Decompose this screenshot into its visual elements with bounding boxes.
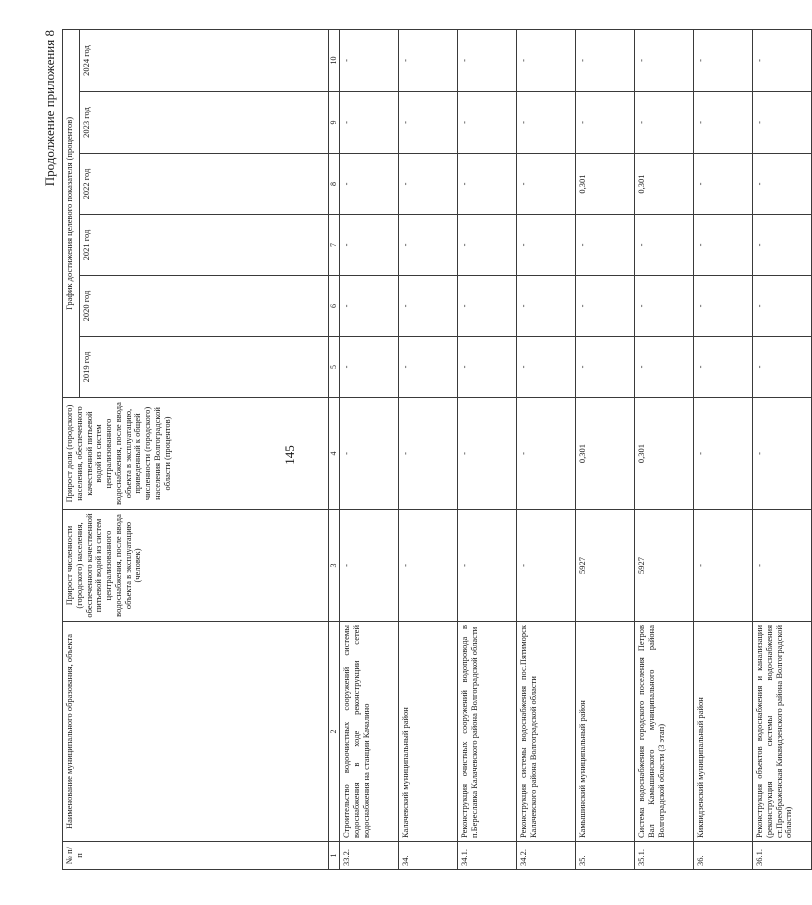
row-name: Реконструкция объектов водоснабжения и канализации (реконструкция системы водоснабжения ст.Преображенская Киквидзенского района Волгоградской области)	[753, 622, 812, 842]
table-row	[458, 29, 517, 869]
table-row	[753, 29, 812, 869]
header-year-2020: 2020 год	[80, 276, 329, 337]
row-population: -	[399, 510, 458, 622]
column-number: 6	[329, 276, 340, 337]
row-number: 33.2.	[340, 842, 399, 870]
row-2022: -	[517, 154, 576, 215]
row-2020: -	[517, 276, 576, 337]
row-2024: -	[753, 29, 812, 91]
row-2020: -	[753, 276, 812, 337]
row-2021: -	[340, 215, 399, 276]
row-2023: -	[399, 92, 458, 154]
row-2023: -	[340, 92, 399, 154]
row-share: -	[458, 398, 517, 510]
row-2022: 0,301	[576, 154, 635, 215]
row-2021: -	[635, 215, 694, 276]
row-share: -	[340, 398, 399, 510]
row-2024: -	[635, 29, 694, 91]
row-2020: -	[635, 276, 694, 337]
row-2019: -	[399, 337, 458, 398]
table-row	[635, 29, 694, 869]
header-year-2021: 2021 год	[80, 215, 329, 276]
row-share: 0,301	[635, 398, 694, 510]
row-name: Камышинский муниципальный район	[576, 622, 635, 842]
row-2023: -	[694, 92, 753, 154]
header-schedule: График достижения целевого показателя (процентов)	[63, 29, 80, 397]
row-name: Киквидзенский муниципальный район	[694, 622, 753, 842]
row-2021: -	[694, 215, 753, 276]
row-population: -	[517, 510, 576, 622]
column-number: 4	[329, 398, 340, 510]
row-population: 5927	[576, 510, 635, 622]
row-name: Система водоснабжения городского поселения Петров Вал Камышинского муниципального района Волгоградской области (3 этап)	[635, 622, 694, 842]
row-population: -	[458, 510, 517, 622]
row-number: 34.	[399, 842, 458, 870]
column-number: 5	[329, 337, 340, 398]
row-2019: -	[753, 337, 812, 398]
row-number: 34.2.	[517, 842, 576, 870]
row-2022: -	[753, 154, 812, 215]
row-2021: -	[399, 215, 458, 276]
row-2023: -	[576, 92, 635, 154]
row-2023: -	[635, 92, 694, 154]
row-share: -	[753, 398, 812, 510]
row-2019: -	[340, 337, 399, 398]
table-row	[399, 29, 458, 869]
row-population: -	[340, 510, 399, 622]
row-2019: -	[635, 337, 694, 398]
row-2021: -	[576, 215, 635, 276]
row-name: Реконструкция очистных сооружений водопровода в п.Береславка Калачевского района Волгоградской области	[458, 622, 517, 842]
column-number: 1	[329, 842, 340, 870]
row-population: -	[753, 510, 812, 622]
document-subtitle: Продолжение приложения 8	[42, 30, 57, 187]
header-population: Прирост численности (городского) населения, обеспеченного качественной питьевой водой из систем централизованного водоснабжения, после ввода объекта в эксплуатацию (человек)	[63, 510, 329, 622]
row-2024: -	[694, 29, 753, 91]
table-row	[517, 29, 576, 869]
column-number: 7	[329, 215, 340, 276]
row-2024: -	[576, 29, 635, 91]
row-2022: 0,301	[635, 154, 694, 215]
row-2020: -	[399, 276, 458, 337]
header-year-2023: 2023 год	[80, 92, 329, 154]
row-2022: -	[694, 154, 753, 215]
row-name: Калачевский муниципальный район	[399, 622, 458, 842]
row-share: -	[517, 398, 576, 510]
row-population: 5927	[635, 510, 694, 622]
table-row	[340, 29, 399, 869]
table-row	[694, 29, 753, 869]
row-2020: -	[458, 276, 517, 337]
row-number: 34.1.	[458, 842, 517, 870]
row-name: Строительство водоочистных сооружений системы водоснабжения в ходе реконструкции сетей водоснабжения на станции Качалино	[340, 622, 399, 842]
header-year-2019: 2019 год	[80, 337, 329, 398]
row-2020: -	[340, 276, 399, 337]
row-2022: -	[399, 154, 458, 215]
row-number: 36.	[694, 842, 753, 870]
row-2021: -	[517, 215, 576, 276]
row-2020: -	[576, 276, 635, 337]
row-2019: -	[458, 337, 517, 398]
column-number: 10	[329, 29, 340, 91]
header-name: Наименование муниципального образования, объекта	[63, 622, 329, 842]
header-no: № п/п	[63, 842, 329, 870]
row-2024: -	[340, 29, 399, 91]
row-2021: -	[753, 215, 812, 276]
row-population: -	[694, 510, 753, 622]
header-share: Прирост доли (городского) населения, обеспеченного качественной питьевой водой из систем централизованного водоснабжения, после ввода объекта в эксплуатацию, приведенный к общей численности (городского) населения Волгоградской области (процентов)	[63, 398, 329, 510]
row-number: 36.1.	[753, 842, 812, 870]
row-2024: -	[517, 29, 576, 91]
column-number: 3	[329, 510, 340, 622]
row-2024: -	[399, 29, 458, 91]
row-number: 35.1.	[635, 842, 694, 870]
row-2023: -	[458, 92, 517, 154]
row-2019: -	[576, 337, 635, 398]
row-2023: -	[517, 92, 576, 154]
row-2022: -	[340, 154, 399, 215]
row-share: 0,301	[576, 398, 635, 510]
row-2021: -	[458, 215, 517, 276]
row-name: Реконструкция системы водоснабжения пос.Пятиморск Калачевского района Волгоградской области	[517, 622, 576, 842]
header-year-2024: 2024 год	[80, 29, 329, 91]
table-row	[576, 29, 635, 869]
row-2023: -	[753, 92, 812, 154]
row-2019: -	[517, 337, 576, 398]
row-2019: -	[694, 337, 753, 398]
page-number: 145	[282, 445, 297, 465]
row-share: -	[694, 398, 753, 510]
row-share: -	[399, 398, 458, 510]
row-2024: -	[458, 29, 517, 91]
rotated-document	[40, 30, 794, 870]
row-2022: -	[458, 154, 517, 215]
target-indicator-table	[62, 29, 812, 870]
header-year-2022: 2022 год	[80, 154, 329, 215]
row-2020: -	[694, 276, 753, 337]
column-number: 9	[329, 92, 340, 154]
row-number: 35.	[576, 842, 635, 870]
column-number: 2	[329, 622, 340, 842]
column-number: 8	[329, 154, 340, 215]
